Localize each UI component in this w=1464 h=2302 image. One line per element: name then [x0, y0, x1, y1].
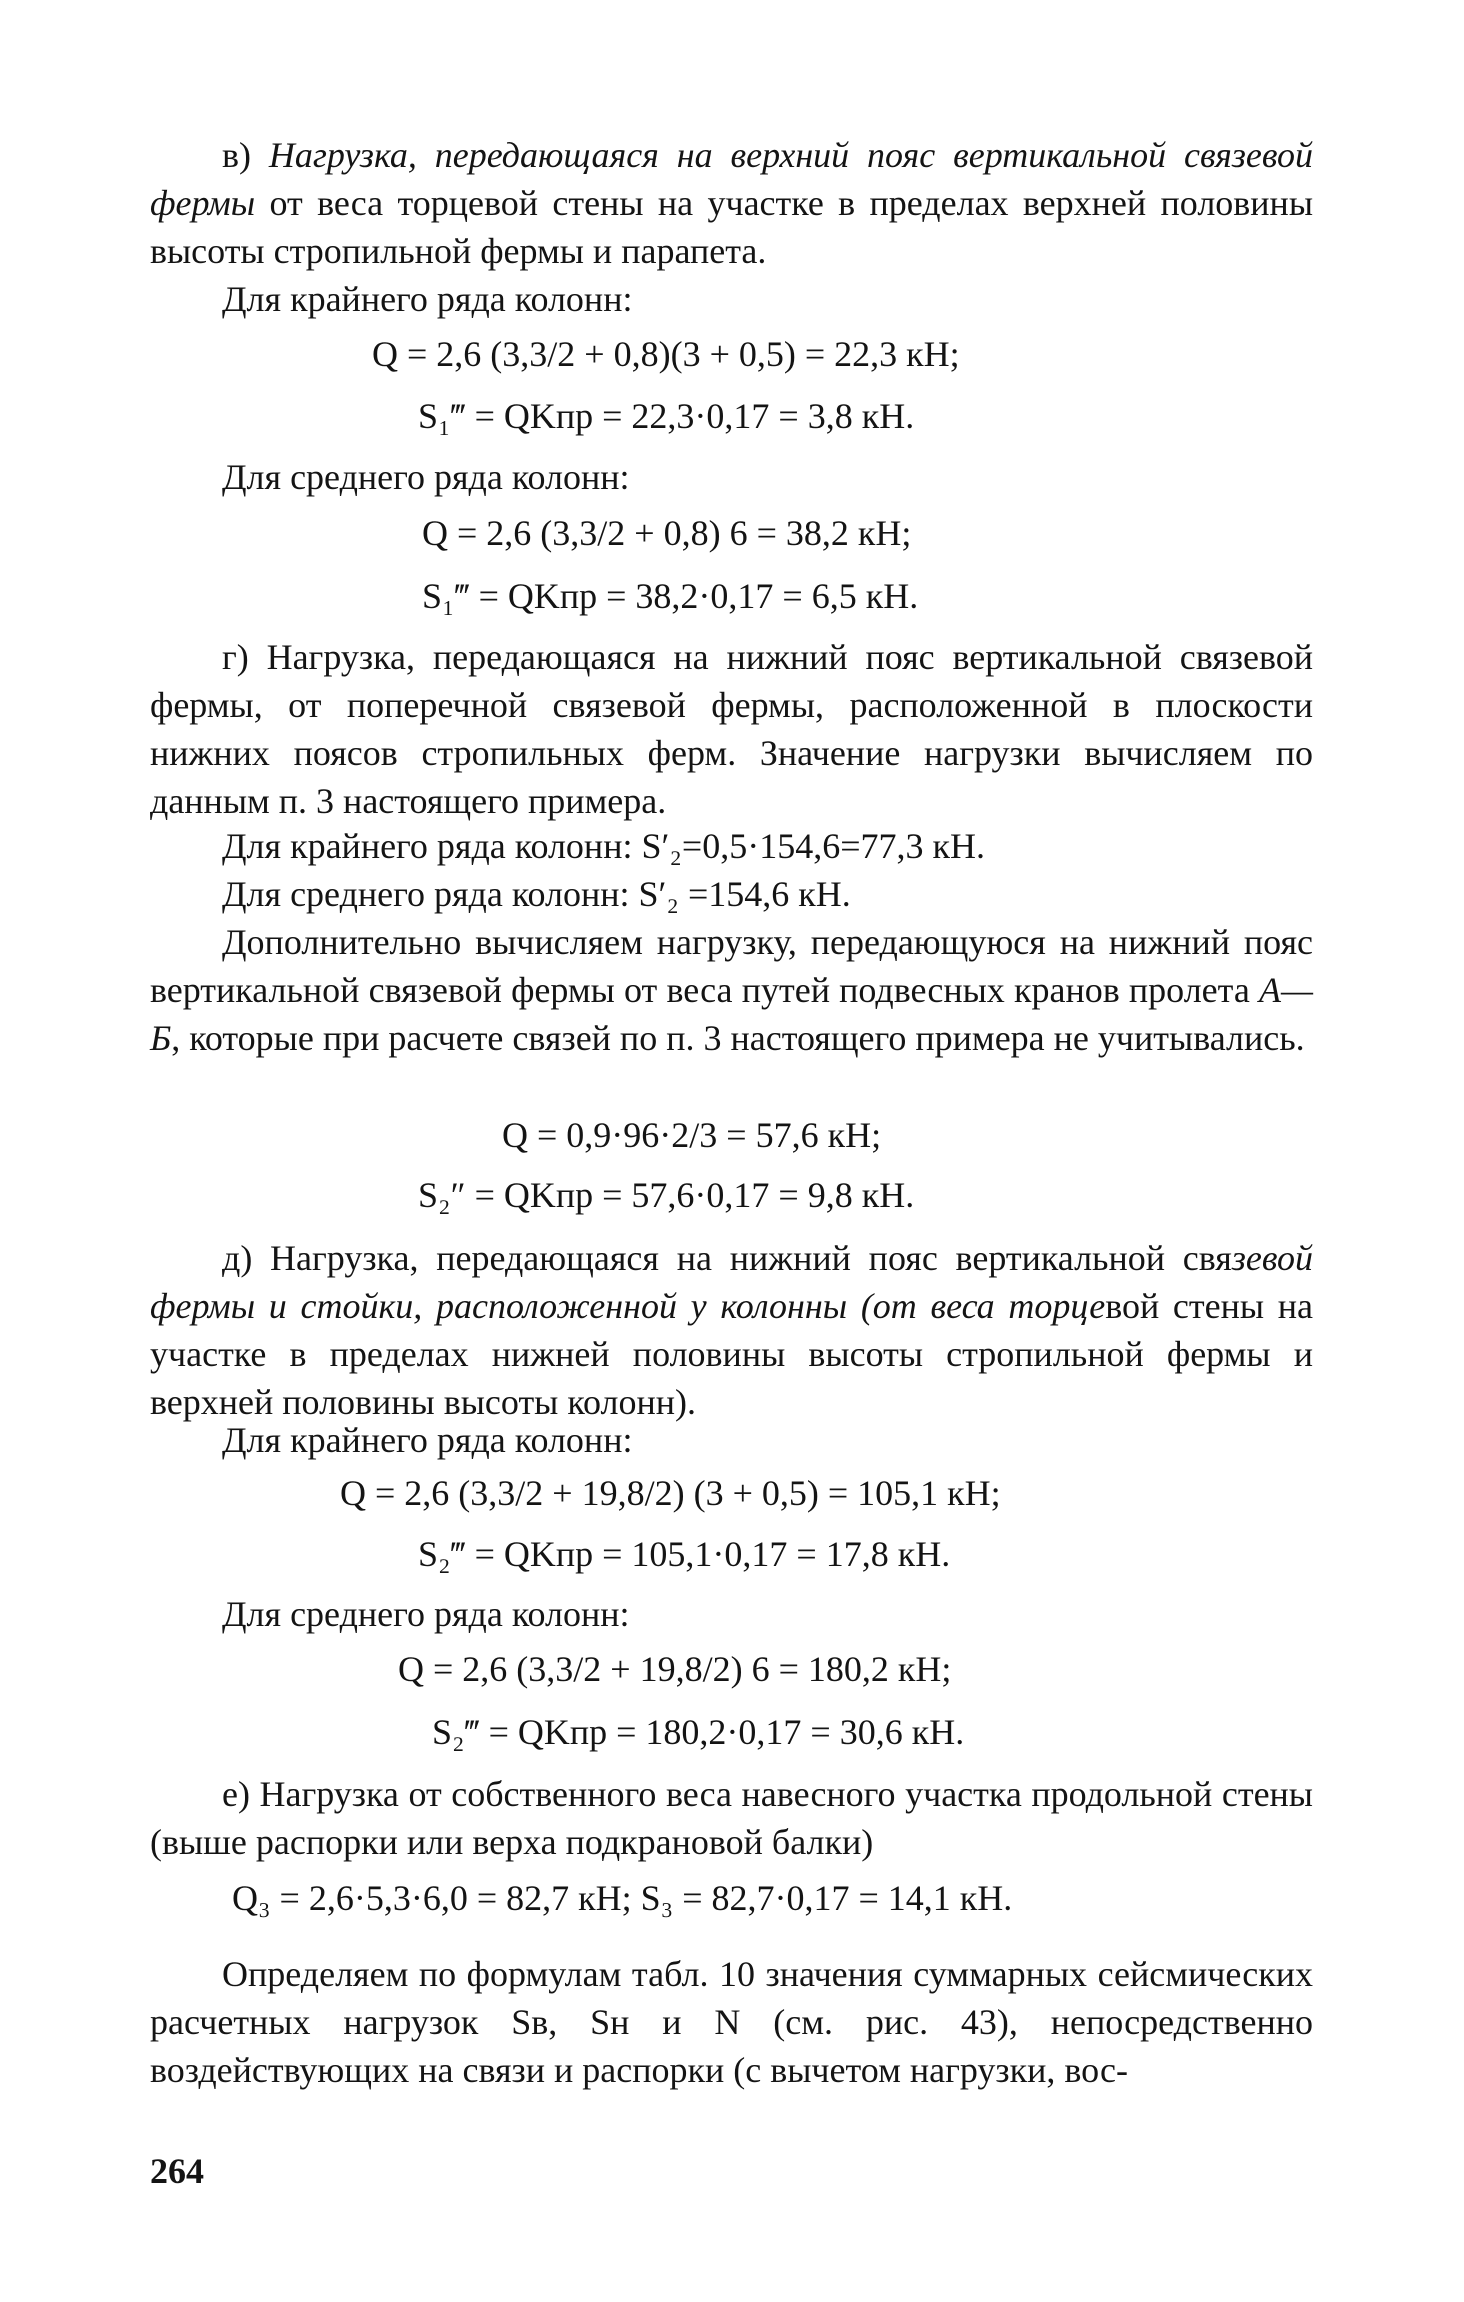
paragraph-text: Дополнительно вычисляем нагрузку, передающуюся на нижний пояс вертикальной связевой фермы от веса путей подвесных кранов пролета: [150, 922, 1313, 1010]
formula: S₂‴ = QKпр = 180,2·0,17 = 30,6 кН.: [432, 1712, 965, 1752]
formula: Q = 2,6 (3,3/2 + 19,8/2) (3 + 0,5) = 105,1 кН;: [340, 1473, 1001, 1513]
paragraph-additional: [150, 918, 1313, 1062]
paragraph-e: е) Нагрузка от собственного веса навесного участка продольной стены (выше распорки или верха подкрановой балки): [150, 1774, 1313, 1862]
formula: Q = 2,6 (3,3/2 + 0,8)(3 + 0,5) = 22,3 кН;: [372, 334, 960, 374]
g-middle-row: Для среднего ряда колонн: S′₂ =154,6 кН.: [222, 874, 851, 914]
g-outer-row: Для крайнего ряда колонн: S′₂=0,5·154,6=77,3 кН.: [222, 826, 985, 866]
paragraph-v: [150, 131, 1313, 275]
paragraph-text: д) Нагрузка, передающаяся на нижний пояс вертикальной свя: [222, 1238, 1232, 1278]
formula: S₁‴ = QKпр = 38,2·0,17 = 6,5 кН.: [422, 576, 919, 616]
outer-row-intro: Для крайнего ряда колонн:: [222, 279, 633, 319]
paragraph-final: Определяем по формулам табл. 10 значения суммарных сейсмических расчетных нагрузок Sв, Sн и N (см. рис. 43), непосредственно воздействующих на связи и распорки (с вычетом нагрузки, вос-: [150, 1954, 1313, 2090]
formula: Q = 2,6 (3,3/2 + 19,8/2) 6 = 180,2 кН;: [398, 1649, 952, 1689]
formula: S₂‴ = QKпр = 105,1·0,17 = 17,8 кН.: [418, 1534, 951, 1574]
italic-text: А—Б: [150, 970, 1313, 1058]
italic-text: Нагрузка, передающаяся на верхний пояс вертикальной связевой фермы: [150, 135, 1314, 223]
italic-text: зевой фермы и стойки, расположенной у колонны (от веса торце: [150, 1238, 1313, 1326]
formula: Q = 0,9·96·2/3 = 57,6 кН;: [502, 1115, 882, 1155]
middle-row-intro: Для среднего ряда колонн:: [222, 457, 630, 497]
middle-row-intro: Для среднего ряда колонн:: [222, 1594, 630, 1634]
paragraph-text: вой стены на участке в пределах нижней половины высоты стропильной фермы и верхней половины высоты колонн).: [150, 1286, 1314, 1422]
paragraph-text: , которые при расчете связей по п. 3 настоящего примера не учитывались.: [171, 1018, 1305, 1058]
formula: S₂″ = QKпр = 57,6·0,17 = 9,8 кН.: [418, 1175, 915, 1215]
page-number: 264: [150, 2151, 204, 2191]
paragraph-g: г) Нагрузка, передающаяся на нижний пояс вертикальной связевой фермы, от поперечной связевой фермы, расположенной в плоскости нижних поясов стропильных ферм. Значение нагрузки вычисляем по данным п. 3 настоящего примера.: [150, 637, 1313, 821]
item-label: в): [222, 135, 251, 175]
outer-row-intro: Для крайнего ряда колонн:: [222, 1420, 633, 1460]
formula: Q = 2,6 (3,3/2 + 0,8) 6 = 38,2 кН;: [422, 513, 912, 553]
formula: S₁‴ = QKпр = 22,3·0,17 = 3,8 кН.: [418, 396, 915, 436]
paragraph-text: от веса торцевой стены на участке в пределах верхней половины высоты стропильной фермы и парапета.: [150, 183, 1313, 271]
formula: Q₃ = 2,6·5,3·6,0 = 82,7 кН; S₃ = 82,7·0,17 = 14,1 кН.: [232, 1878, 1013, 1918]
paragraph-d: [150, 1234, 1313, 1426]
